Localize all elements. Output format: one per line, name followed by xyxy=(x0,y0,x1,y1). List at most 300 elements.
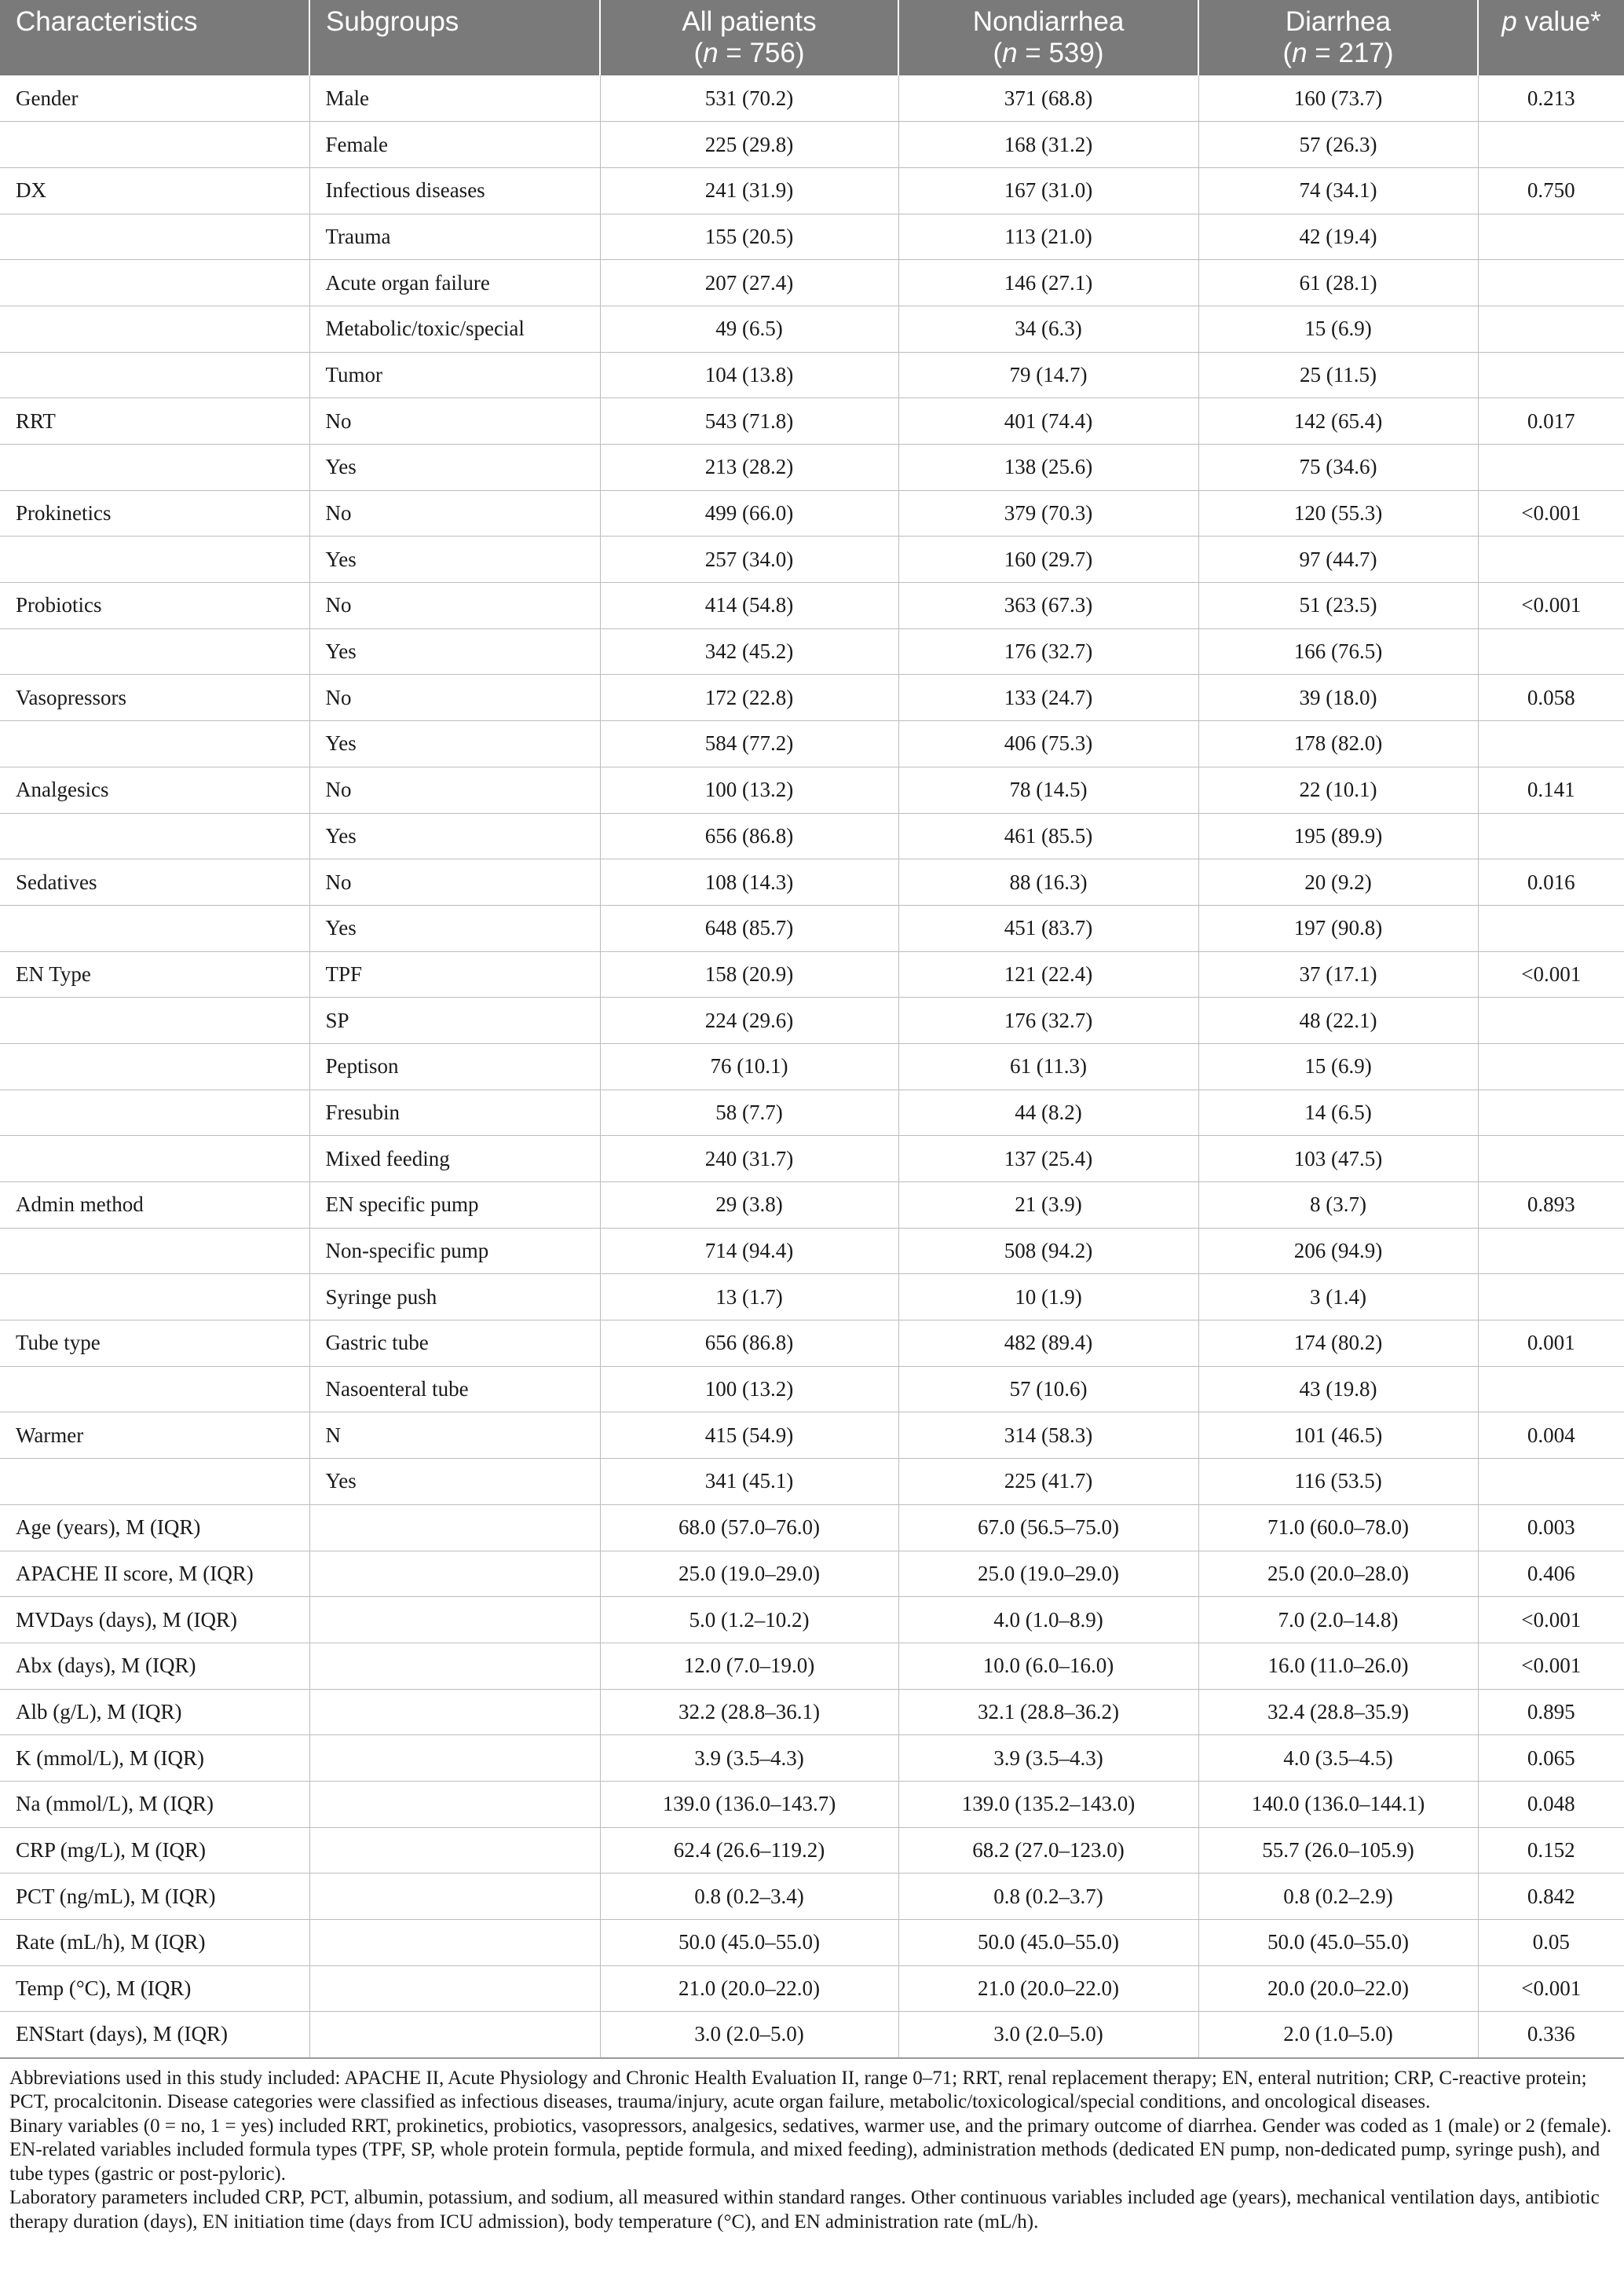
table-row xyxy=(0,628,1624,675)
cell-diarrhea: 42 (19.4) xyxy=(1198,214,1478,260)
cell-characteristic: DX xyxy=(0,167,309,214)
cell-characteristic: Analgesics xyxy=(0,767,309,813)
cell-p-value xyxy=(1478,1459,1624,1505)
cell-all-patients: 415 (54.9) xyxy=(600,1412,898,1459)
table-row xyxy=(0,1597,1624,1643)
cell-all-patients: 224 (29.6) xyxy=(600,998,898,1044)
cell-subgroup xyxy=(309,1735,600,1782)
footnote-paragraph: Binary variables (0 = no, 1 = yes) included RRT, prokinetics, probiotics, vasopressors, analgesics, sedatives, warmer use, and the primary outcome of diarrhea. Gender was coded as 1 (male) or 2 (female). EN-related variables included formula types (TPF, SP, whole protein formula, peptide formula, and mixed feeding), administration methods (dedicated EN pump, non-dedicated pump, syringe push), and tube types (gastric or post-pyloric). xyxy=(9,2115,1612,2185)
cell-all-patients: 341 (45.1) xyxy=(600,1459,898,1505)
cell-subgroup xyxy=(309,1689,600,1735)
cell-diarrhea: 14 (6.5) xyxy=(1198,1090,1478,1136)
cell-characteristic: Admin method xyxy=(0,1182,309,1229)
header-nondiarrhea xyxy=(898,0,1198,75)
cell-diarrhea: 20.0 (20.0–22.0) xyxy=(1198,1965,1478,2012)
table-row xyxy=(0,1643,1624,1689)
table-row xyxy=(0,998,1624,1044)
cell-characteristic: MVDays (days), M (IQR) xyxy=(0,1597,309,1643)
table-row xyxy=(0,1366,1624,1412)
cell-p-value xyxy=(1478,1136,1624,1182)
cell-all-patients: 100 (13.2) xyxy=(600,1366,898,1412)
cell-nondiarrhea: 34 (6.3) xyxy=(898,306,1198,352)
header-p-letter: p xyxy=(1501,6,1517,37)
table-row xyxy=(0,1182,1624,1229)
cell-nondiarrhea: 88 (16.3) xyxy=(898,859,1198,906)
table-row xyxy=(0,675,1624,721)
table-row xyxy=(0,1874,1624,1920)
cell-subgroup xyxy=(309,1551,600,1597)
cell-subgroup: Fresubin xyxy=(309,1090,600,1136)
cell-diarrhea: 20 (9.2) xyxy=(1198,859,1478,906)
cell-diarrhea: 0.8 (0.2–2.9) xyxy=(1198,1874,1478,1920)
cell-p-value xyxy=(1478,1366,1624,1412)
table-row xyxy=(0,75,1624,122)
cell-diarrhea: 206 (94.9) xyxy=(1198,1228,1478,1274)
cell-characteristic xyxy=(0,445,309,491)
cell-subgroup xyxy=(309,1827,600,1874)
table-row xyxy=(0,122,1624,168)
cell-p-value: 0.750 xyxy=(1478,167,1624,214)
cell-characteristic xyxy=(0,813,309,859)
cell-diarrhea: 22 (10.1) xyxy=(1198,767,1478,813)
cell-subgroup: Female xyxy=(309,122,600,168)
header-characteristics: Characteristics xyxy=(0,0,309,75)
table-row xyxy=(0,2012,1624,2058)
table-row xyxy=(0,583,1624,629)
cell-p-value: 0.893 xyxy=(1478,1182,1624,1229)
cell-diarrhea: 25.0 (20.0–28.0) xyxy=(1198,1551,1478,1597)
cell-diarrhea: 8 (3.7) xyxy=(1198,1182,1478,1229)
cell-nondiarrhea: 32.1 (28.8–36.2) xyxy=(898,1689,1198,1735)
cell-p-value: <0.001 xyxy=(1478,1643,1624,1689)
cell-characteristic: CRP (mg/L), M (IQR) xyxy=(0,1827,309,1874)
cell-diarrhea: 51 (23.5) xyxy=(1198,583,1478,629)
cell-diarrhea: 32.4 (28.8–35.9) xyxy=(1198,1689,1478,1735)
cell-subgroup: Yes xyxy=(309,721,600,767)
cell-nondiarrhea: 67.0 (56.5–75.0) xyxy=(898,1504,1198,1551)
cell-all-patients: 5.0 (1.2–10.2) xyxy=(600,1597,898,1643)
table-row xyxy=(0,1136,1624,1182)
cell-subgroup: Male xyxy=(309,75,600,122)
cell-diarrhea: 178 (82.0) xyxy=(1198,721,1478,767)
cell-nondiarrhea: 176 (32.7) xyxy=(898,998,1198,1044)
cell-diarrhea: 39 (18.0) xyxy=(1198,675,1478,721)
cell-nondiarrhea: 482 (89.4) xyxy=(898,1320,1198,1367)
cell-all-patients: 13 (1.7) xyxy=(600,1274,898,1320)
cell-p-value: 0.152 xyxy=(1478,1827,1624,1874)
cell-characteristic: Abx (days), M (IQR) xyxy=(0,1643,309,1689)
header-row xyxy=(0,0,1624,75)
cell-characteristic xyxy=(0,352,309,398)
table-row xyxy=(0,1459,1624,1505)
header-p-value xyxy=(1478,0,1624,75)
cell-p-value: 0.001 xyxy=(1478,1320,1624,1367)
cell-subgroup: Infectious diseases xyxy=(309,167,600,214)
cell-subgroup: Mixed feeding xyxy=(309,1136,600,1182)
cell-diarrhea: 55.7 (26.0–105.9) xyxy=(1198,1827,1478,1874)
table-row xyxy=(0,1043,1624,1090)
cell-subgroup: SP xyxy=(309,998,600,1044)
table-row xyxy=(0,767,1624,813)
cell-p-value xyxy=(1478,260,1624,306)
cell-nondiarrhea: 4.0 (1.0–8.9) xyxy=(898,1597,1198,1643)
cell-subgroup: N xyxy=(309,1412,600,1459)
cell-all-patients: 656 (86.8) xyxy=(600,813,898,859)
cell-p-value: 0.065 xyxy=(1478,1735,1624,1782)
header-p-rest: value* xyxy=(1516,6,1601,37)
header-all-patients-n: (n = 756) xyxy=(693,38,805,68)
cell-p-value: 0.213 xyxy=(1478,75,1624,122)
cell-subgroup xyxy=(309,1781,600,1827)
cell-characteristic xyxy=(0,1459,309,1505)
cell-subgroup xyxy=(309,2012,600,2058)
cell-characteristic: PCT (ng/mL), M (IQR) xyxy=(0,1874,309,1920)
cell-p-value xyxy=(1478,1274,1624,1320)
cell-nondiarrhea: 401 (74.4) xyxy=(898,398,1198,445)
cell-subgroup xyxy=(309,1643,600,1689)
cell-diarrhea: 160 (73.7) xyxy=(1198,75,1478,122)
cell-characteristic xyxy=(0,905,309,951)
cell-nondiarrhea: 406 (75.3) xyxy=(898,721,1198,767)
cell-subgroup: Yes xyxy=(309,905,600,951)
cell-p-value: 0.004 xyxy=(1478,1412,1624,1459)
table-row xyxy=(0,1320,1624,1367)
cell-characteristic xyxy=(0,1043,309,1090)
cell-nondiarrhea: 139.0 (135.2–143.0) xyxy=(898,1781,1198,1827)
cell-subgroup: Gastric tube xyxy=(309,1320,600,1367)
cell-diarrhea: 37 (17.1) xyxy=(1198,951,1478,998)
cell-diarrhea: 48 (22.1) xyxy=(1198,998,1478,1044)
cell-all-patients: 58 (7.7) xyxy=(600,1090,898,1136)
cell-p-value xyxy=(1478,537,1624,583)
cell-all-patients: 62.4 (26.6–119.2) xyxy=(600,1827,898,1874)
cell-nondiarrhea: 167 (31.0) xyxy=(898,167,1198,214)
cell-all-patients: 225 (29.8) xyxy=(600,122,898,168)
cell-characteristic xyxy=(0,1366,309,1412)
cell-characteristic xyxy=(0,1274,309,1320)
cell-subgroup: No xyxy=(309,675,600,721)
cell-nondiarrhea: 314 (58.3) xyxy=(898,1412,1198,1459)
cell-all-patients: 104 (13.8) xyxy=(600,352,898,398)
cell-subgroup: TPF xyxy=(309,951,600,998)
cell-diarrhea: 61 (28.1) xyxy=(1198,260,1478,306)
cell-p-value: <0.001 xyxy=(1478,951,1624,998)
cell-nondiarrhea: 0.8 (0.2–3.7) xyxy=(898,1874,1198,1920)
cell-all-patients: 213 (28.2) xyxy=(600,445,898,491)
footnote-paragraph: Abbreviations used in this study included: APACHE II, Acute Physiology and Chronic Health Evaluation II, range 0–71; RRT, renal replacement therapy; EN, enteral nutrition; CRP, C-reactive protein; PCT, procalcitonin. Disease categories were classified as infectious diseases, trauma/injury, acute organ failure, metabolic/toxicological/special conditions, and oncological diseases. xyxy=(9,2067,1587,2113)
table-row xyxy=(0,1735,1624,1782)
header-all-patients xyxy=(600,0,898,75)
cell-nondiarrhea: 10 (1.9) xyxy=(898,1274,1198,1320)
cell-diarrhea: 2.0 (1.0–5.0) xyxy=(1198,2012,1478,2058)
cell-nondiarrhea: 44 (8.2) xyxy=(898,1090,1198,1136)
cell-nondiarrhea: 3.0 (2.0–5.0) xyxy=(898,2012,1198,2058)
cell-all-patients: 584 (77.2) xyxy=(600,721,898,767)
table-row xyxy=(0,398,1624,445)
cell-p-value: 0.017 xyxy=(1478,398,1624,445)
cell-characteristic xyxy=(0,306,309,352)
cell-all-patients: 257 (34.0) xyxy=(600,537,898,583)
header-subgroups: Subgroups xyxy=(309,0,600,75)
cell-p-value: 0.842 xyxy=(1478,1874,1624,1920)
cell-all-patients: 68.0 (57.0–76.0) xyxy=(600,1504,898,1551)
cell-p-value xyxy=(1478,214,1624,260)
cell-all-patients: 155 (20.5) xyxy=(600,214,898,260)
cell-nondiarrhea: 137 (25.4) xyxy=(898,1136,1198,1182)
cell-characteristic: Tube type xyxy=(0,1320,309,1367)
cell-characteristic: Probiotics xyxy=(0,583,309,629)
cell-nondiarrhea: 57 (10.6) xyxy=(898,1366,1198,1412)
footnote-paragraph: Laboratory parameters included CRP, PCT, albumin, potassium, and sodium, all measured within standard ranges. Other continuous variables included age (years), mechanical ventilation days, antibiotic therapy duration (days), EN initiation time (days from ICU admission), body temperature (°C), and EN administration rate (mL/h). xyxy=(9,2187,1600,2233)
table-row xyxy=(0,905,1624,951)
cell-p-value xyxy=(1478,721,1624,767)
cell-p-value: 0.016 xyxy=(1478,859,1624,906)
cell-all-patients: 32.2 (28.8–36.1) xyxy=(600,1689,898,1735)
cell-diarrhea: 74 (34.1) xyxy=(1198,167,1478,214)
cell-subgroup: Trauma xyxy=(309,214,600,260)
cell-subgroup: No xyxy=(309,490,600,537)
cell-nondiarrhea: 50.0 (45.0–55.0) xyxy=(898,1920,1198,1966)
cell-all-patients: 158 (20.9) xyxy=(600,951,898,998)
cell-all-patients: 342 (45.2) xyxy=(600,628,898,675)
cell-all-patients: 139.0 (136.0–143.7) xyxy=(600,1781,898,1827)
cell-diarrhea: 15 (6.9) xyxy=(1198,306,1478,352)
cell-all-patients: 207 (27.4) xyxy=(600,260,898,306)
table-row xyxy=(0,721,1624,767)
table-row xyxy=(0,813,1624,859)
cell-characteristic xyxy=(0,537,309,583)
cell-diarrhea: 57 (26.3) xyxy=(1198,122,1478,168)
cell-all-patients: 76 (10.1) xyxy=(600,1043,898,1090)
cell-subgroup xyxy=(309,1874,600,1920)
cell-all-patients: 241 (31.9) xyxy=(600,167,898,214)
cell-diarrhea: 103 (47.5) xyxy=(1198,1136,1478,1182)
cell-all-patients: 12.0 (7.0–19.0) xyxy=(600,1643,898,1689)
cell-all-patients: 3.9 (3.5–4.3) xyxy=(600,1735,898,1782)
cell-diarrhea: 71.0 (60.0–78.0) xyxy=(1198,1504,1478,1551)
cell-nondiarrhea: 61 (11.3) xyxy=(898,1043,1198,1090)
cell-subgroup xyxy=(309,1597,600,1643)
cell-subgroup: No xyxy=(309,767,600,813)
cell-all-patients: 0.8 (0.2–3.4) xyxy=(600,1874,898,1920)
cell-subgroup xyxy=(309,1920,600,1966)
cell-all-patients: 240 (31.7) xyxy=(600,1136,898,1182)
table-row xyxy=(0,306,1624,352)
cell-p-value: <0.001 xyxy=(1478,1965,1624,2012)
cell-all-patients: 108 (14.3) xyxy=(600,859,898,906)
cell-characteristic: ENStart (days), M (IQR) xyxy=(0,2012,309,2058)
table-row xyxy=(0,1689,1624,1735)
cell-characteristic: Rate (mL/h), M (IQR) xyxy=(0,1920,309,1966)
header-all-patients-label: All patients xyxy=(682,6,817,37)
cell-diarrhea: 101 (46.5) xyxy=(1198,1412,1478,1459)
cell-subgroup xyxy=(309,1504,600,1551)
cell-p-value xyxy=(1478,905,1624,951)
cell-p-value xyxy=(1478,122,1624,168)
cell-subgroup: No xyxy=(309,398,600,445)
cell-p-value: 0.141 xyxy=(1478,767,1624,813)
cell-all-patients: 25.0 (19.0–29.0) xyxy=(600,1551,898,1597)
cell-subgroup: Yes xyxy=(309,628,600,675)
cell-p-value xyxy=(1478,813,1624,859)
cell-nondiarrhea: 379 (70.3) xyxy=(898,490,1198,537)
table-row xyxy=(0,1228,1624,1274)
table-row xyxy=(0,1551,1624,1597)
table-row xyxy=(0,1412,1624,1459)
cell-p-value: 0.406 xyxy=(1478,1551,1624,1597)
cell-diarrhea: 166 (76.5) xyxy=(1198,628,1478,675)
cell-characteristic xyxy=(0,122,309,168)
cell-p-value: <0.001 xyxy=(1478,490,1624,537)
cell-subgroup: Yes xyxy=(309,537,600,583)
cell-characteristic xyxy=(0,1136,309,1182)
cell-p-value: 0.895 xyxy=(1478,1689,1624,1735)
cell-subgroup: No xyxy=(309,583,600,629)
table-row xyxy=(0,1827,1624,1874)
cell-characteristic: Vasopressors xyxy=(0,675,309,721)
cell-subgroup: Yes xyxy=(309,1459,600,1505)
cell-diarrhea: 4.0 (3.5–4.5) xyxy=(1198,1735,1478,1782)
cell-diarrhea: 140.0 (136.0–144.1) xyxy=(1198,1781,1478,1827)
cell-p-value: <0.001 xyxy=(1478,583,1624,629)
cell-p-value xyxy=(1478,998,1624,1044)
cell-p-value xyxy=(1478,628,1624,675)
table-row xyxy=(0,859,1624,906)
cell-nondiarrhea: 225 (41.7) xyxy=(898,1459,1198,1505)
cell-nondiarrhea: 68.2 (27.0–123.0) xyxy=(898,1827,1198,1874)
cell-p-value: 0.05 xyxy=(1478,1920,1624,1966)
cell-characteristic xyxy=(0,214,309,260)
table-row xyxy=(0,445,1624,491)
cell-subgroup: Acute organ failure xyxy=(309,260,600,306)
cell-all-patients: 172 (22.8) xyxy=(600,675,898,721)
header-diarrhea-label: Diarrhea xyxy=(1285,6,1392,37)
table-row xyxy=(0,260,1624,306)
cell-all-patients: 714 (94.4) xyxy=(600,1228,898,1274)
cell-nondiarrhea: 21.0 (20.0–22.0) xyxy=(898,1965,1198,2012)
cell-subgroup: Metabolic/toxic/special xyxy=(309,306,600,352)
table-row xyxy=(0,167,1624,214)
cell-nondiarrhea: 79 (14.7) xyxy=(898,352,1198,398)
cell-diarrhea: 174 (80.2) xyxy=(1198,1320,1478,1367)
cell-characteristic: APACHE II score, M (IQR) xyxy=(0,1551,309,1597)
cell-p-value: <0.001 xyxy=(1478,1597,1624,1643)
cell-all-patients: 50.0 (45.0–55.0) xyxy=(600,1920,898,1966)
cell-diarrhea: 142 (65.4) xyxy=(1198,398,1478,445)
cell-nondiarrhea: 138 (25.6) xyxy=(898,445,1198,491)
table-header xyxy=(0,0,1624,75)
header-nondiarrhea-n: (n = 539) xyxy=(993,38,1104,68)
cell-diarrhea: 43 (19.8) xyxy=(1198,1366,1478,1412)
table-body xyxy=(0,75,1624,2058)
cell-nondiarrhea: 3.9 (3.5–4.3) xyxy=(898,1735,1198,1782)
cell-p-value xyxy=(1478,445,1624,491)
cell-characteristic: Prokinetics xyxy=(0,490,309,537)
cell-nondiarrhea: 21 (3.9) xyxy=(898,1182,1198,1229)
cell-all-patients: 100 (13.2) xyxy=(600,767,898,813)
cell-nondiarrhea: 25.0 (19.0–29.0) xyxy=(898,1551,1198,1597)
cell-subgroup: No xyxy=(309,859,600,906)
cell-diarrhea: 116 (53.5) xyxy=(1198,1459,1478,1505)
table-row xyxy=(0,1504,1624,1551)
cell-characteristic: Na (mmol/L), M (IQR) xyxy=(0,1781,309,1827)
cell-all-patients: 49 (6.5) xyxy=(600,306,898,352)
cell-characteristic: EN Type xyxy=(0,951,309,998)
cell-nondiarrhea: 451 (83.7) xyxy=(898,905,1198,951)
cell-characteristic: Gender xyxy=(0,75,309,122)
cell-p-value: 0.058 xyxy=(1478,675,1624,721)
cell-nondiarrhea: 363 (67.3) xyxy=(898,583,1198,629)
cell-nondiarrhea: 113 (21.0) xyxy=(898,214,1198,260)
cell-p-value xyxy=(1478,1043,1624,1090)
table-row xyxy=(0,490,1624,537)
table-footnotes xyxy=(0,2059,1624,2235)
cell-characteristic xyxy=(0,721,309,767)
cell-p-value: 0.048 xyxy=(1478,1781,1624,1827)
cell-diarrhea: 3 (1.4) xyxy=(1198,1274,1478,1320)
cell-p-value xyxy=(1478,306,1624,352)
cell-p-value: 0.003 xyxy=(1478,1504,1624,1551)
cell-subgroup: Nasoenteral tube xyxy=(309,1366,600,1412)
cell-characteristic xyxy=(0,1090,309,1136)
cell-diarrhea: 195 (89.9) xyxy=(1198,813,1478,859)
table-row xyxy=(0,1090,1624,1136)
table-row xyxy=(0,1920,1624,1966)
header-nondiarrhea-label: Nondiarrhea xyxy=(972,6,1125,37)
cell-subgroup xyxy=(309,1965,600,2012)
header-diarrhea-n: (n = 217) xyxy=(1282,38,1394,68)
table-row xyxy=(0,1274,1624,1320)
cell-all-patients: 3.0 (2.0–5.0) xyxy=(600,2012,898,2058)
cell-diarrhea: 16.0 (11.0–26.0) xyxy=(1198,1643,1478,1689)
cell-characteristic: Temp (°C), M (IQR) xyxy=(0,1965,309,2012)
cell-subgroup: Syringe push xyxy=(309,1274,600,1320)
cell-p-value: 0.336 xyxy=(1478,2012,1624,2058)
cell-diarrhea: 97 (44.7) xyxy=(1198,537,1478,583)
cell-all-patients: 648 (85.7) xyxy=(600,905,898,951)
cell-characteristic xyxy=(0,1228,309,1274)
cell-characteristic xyxy=(0,260,309,306)
cell-diarrhea: 197 (90.8) xyxy=(1198,905,1478,951)
cell-nondiarrhea: 133 (24.7) xyxy=(898,675,1198,721)
cell-subgroup: Tumor xyxy=(309,352,600,398)
cell-characteristic: Alb (g/L), M (IQR) xyxy=(0,1689,309,1735)
cell-nondiarrhea: 78 (14.5) xyxy=(898,767,1198,813)
cell-characteristic xyxy=(0,628,309,675)
cell-characteristic: Sedatives xyxy=(0,859,309,906)
cell-subgroup: EN specific pump xyxy=(309,1182,600,1229)
cell-characteristic: Warmer xyxy=(0,1412,309,1459)
cell-diarrhea: 120 (55.3) xyxy=(1198,490,1478,537)
cell-nondiarrhea: 371 (68.8) xyxy=(898,75,1198,122)
cell-diarrhea: 75 (34.6) xyxy=(1198,445,1478,491)
cell-characteristic xyxy=(0,998,309,1044)
cell-p-value xyxy=(1478,1090,1624,1136)
table-row xyxy=(0,1965,1624,2012)
cell-subgroup: Peptison xyxy=(309,1043,600,1090)
cell-all-patients: 543 (71.8) xyxy=(600,398,898,445)
cell-nondiarrhea: 160 (29.7) xyxy=(898,537,1198,583)
cell-nondiarrhea: 508 (94.2) xyxy=(898,1228,1198,1274)
cell-all-patients: 531 (70.2) xyxy=(600,75,898,122)
table-row xyxy=(0,214,1624,260)
cell-all-patients: 414 (54.8) xyxy=(600,583,898,629)
cell-subgroup: Yes xyxy=(309,445,600,491)
cell-subgroup: Non-specific pump xyxy=(309,1228,600,1274)
cell-diarrhea: 25 (11.5) xyxy=(1198,352,1478,398)
cell-p-value xyxy=(1478,352,1624,398)
table-row xyxy=(0,1781,1624,1827)
